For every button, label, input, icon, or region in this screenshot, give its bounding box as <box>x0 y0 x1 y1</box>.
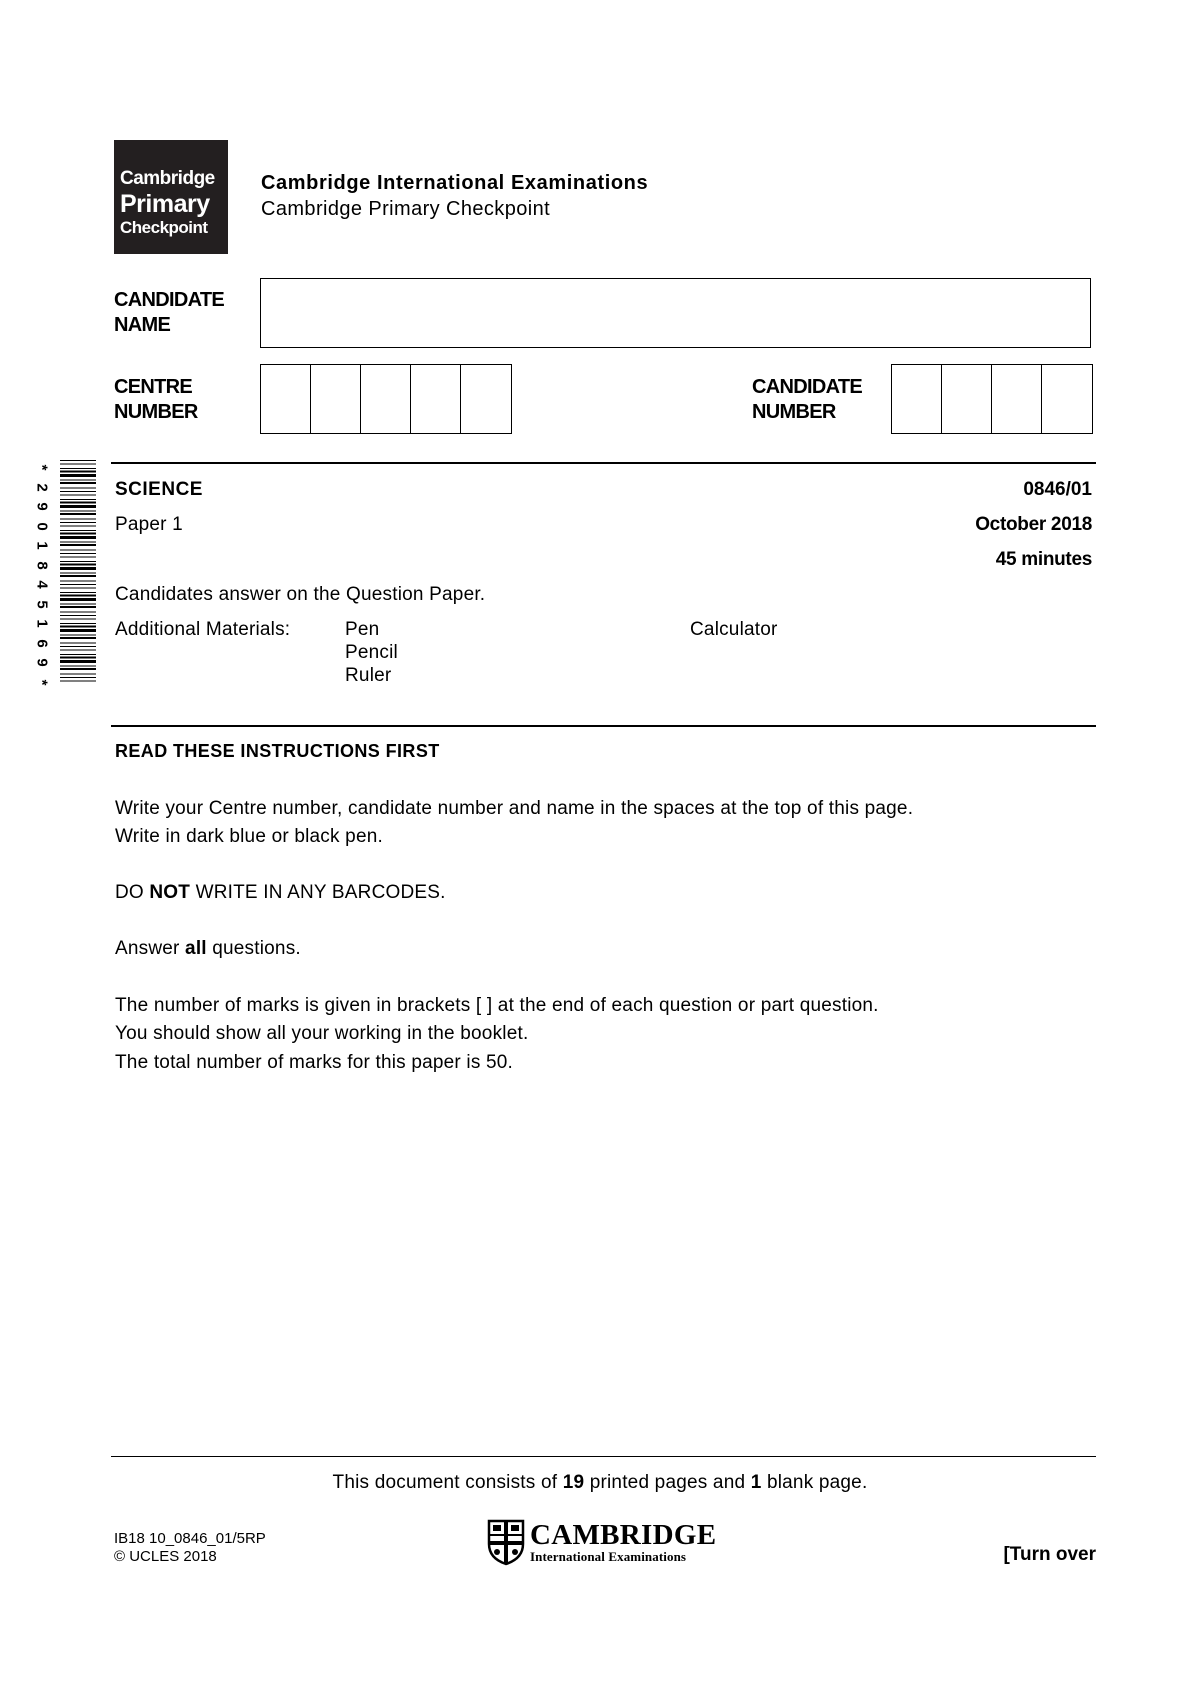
barcode-digit: 8 <box>33 560 51 570</box>
instruction-line <box>115 938 301 960</box>
paper-number: Paper 1 <box>115 514 183 535</box>
instruction-text: Answer <box>115 938 186 959</box>
candidate-name-label-line2: NAME <box>114 314 171 336</box>
barcode-digit: 9 <box>33 502 51 511</box>
barcode-icon <box>60 460 96 685</box>
instruction-line: The number of marks is given in brackets [ ] at the end of each question or part question. <box>115 995 879 1016</box>
cambridge-wordmark-sub: International Examinations <box>530 1548 687 1564</box>
cambridge-wordmark <box>530 1518 717 1564</box>
logo-line-3: Checkpoint <box>120 218 208 237</box>
page-count-text: blank page. <box>761 1472 868 1493</box>
instruction-line <box>115 882 446 904</box>
candidate-name-label <box>114 288 224 338</box>
centre-number-digit-box[interactable] <box>311 365 361 433</box>
cambridge-primary-checkpoint-logo <box>114 140 228 254</box>
barcode-digit: 5 <box>33 600 51 609</box>
candidate-number-digit-box[interactable] <box>1042 365 1092 433</box>
material-item: Pencil <box>345 642 398 663</box>
instruction-emphasis: all <box>185 938 207 959</box>
divider-middle <box>111 725 1096 727</box>
barcode-digit: 0 <box>33 521 51 531</box>
instruction-text: questions. <box>206 938 301 959</box>
barcode-digit: 4 <box>33 580 51 589</box>
barcode-digit: 1 <box>33 619 51 628</box>
document-code: IB18 10_0846_01/5RP <box>114 1530 266 1547</box>
candidate-name-field[interactable] <box>260 278 1091 348</box>
copyright-notice: © UCLES 2018 <box>114 1548 217 1565</box>
centre-number-label-line2: NUMBER <box>114 401 198 423</box>
instruction-line: Write your Centre number, candidate number and name in the spaces at the top of this page. <box>115 798 914 819</box>
candidate-number-digit-box[interactable] <box>942 365 992 433</box>
candidate-number-label-line2: NUMBER <box>752 401 836 423</box>
centre-number-label-line1: CENTRE <box>114 376 193 398</box>
barcode-digit: 6 <box>33 639 51 648</box>
org-title: Cambridge International Examinations <box>261 172 649 194</box>
instruction-line: You should show all your working in the booklet. <box>115 1023 529 1044</box>
page-count-text: This document consists of <box>332 1472 563 1493</box>
instruction-emphasis: NOT <box>149 882 191 903</box>
exam-session: October 2018 <box>975 514 1092 535</box>
barcode-digit: 2 <box>33 482 51 492</box>
cambridge-wordmark-main: CAMBRIDGE <box>530 1518 717 1551</box>
answer-on-note: Candidates answer on the Question Paper. <box>115 584 486 605</box>
divider-bottom <box>111 1456 1096 1457</box>
material-item: Calculator <box>690 619 778 640</box>
printed-pages-count: 19 <box>562 1472 585 1493</box>
candidate-number-label <box>752 375 862 425</box>
syllabus-code: 0846/01 <box>1023 479 1092 500</box>
barcode-number <box>22 460 62 690</box>
centre-number-digit-box[interactable] <box>361 365 411 433</box>
centre-number-digit-box[interactable] <box>461 365 511 433</box>
centre-number-field[interactable] <box>260 364 512 434</box>
candidate-number-digit-box[interactable] <box>992 365 1042 433</box>
cambridge-crest-icon <box>486 1518 526 1566</box>
instruction-text: DO <box>115 882 150 903</box>
barcode-digit: * <box>33 464 51 471</box>
logo-line-1: Cambridge <box>120 168 215 189</box>
turn-over-note: [Turn over <box>1003 1544 1096 1565</box>
page-count-note <box>0 1472 1200 1494</box>
exam-duration: 45 minutes <box>995 549 1092 570</box>
document-reference <box>114 1530 266 1566</box>
instruction-line: The total number of marks for this paper is 50. <box>115 1052 514 1073</box>
materials-label: Additional Materials: <box>115 619 291 640</box>
org-subtitle: Cambridge Primary Checkpoint <box>261 198 551 220</box>
page-count-text: printed pages and <box>584 1472 751 1493</box>
cambridge-footer-logo <box>486 1518 716 1566</box>
barcode-digit: * <box>33 679 51 686</box>
blank-pages-count: 1 <box>750 1472 762 1493</box>
instructions-heading: READ THESE INSTRUCTIONS FIRST <box>115 741 440 761</box>
barcode-digit: 9 <box>33 658 51 667</box>
logo-line-2: Primary <box>120 190 210 218</box>
instruction-line: Write in dark blue or black pen. <box>115 826 383 847</box>
candidate-name-label-line1: CANDIDATE <box>114 289 224 311</box>
candidate-number-label-line1: CANDIDATE <box>752 376 862 398</box>
material-item: Pen <box>345 619 380 640</box>
instruction-text: WRITE IN ANY BARCODES. <box>190 882 446 903</box>
centre-number-digit-box[interactable] <box>411 365 461 433</box>
candidate-number-field[interactable] <box>891 364 1093 434</box>
subject-title: SCIENCE <box>115 479 203 500</box>
material-item: Ruler <box>345 665 392 686</box>
candidate-number-digit-box[interactable] <box>892 365 942 433</box>
centre-number-digit-box[interactable] <box>261 365 311 433</box>
centre-number-label <box>114 375 198 425</box>
barcode-digit: 1 <box>33 541 51 550</box>
divider-top <box>111 462 1096 464</box>
